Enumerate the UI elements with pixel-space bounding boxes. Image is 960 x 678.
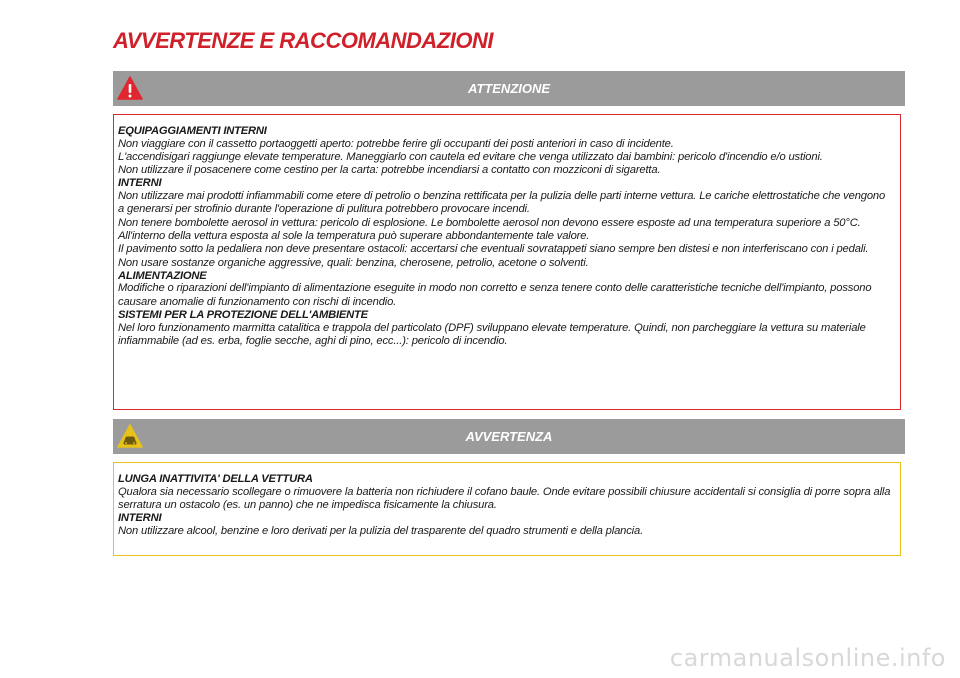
paragraph: Il pavimento sotto la pedaliera non deve presentare ostacoli: accertarsi che eventuali sovratappeti siano sempre ben distesi e non interferiscano con i pedali. <box>118 243 869 256</box>
warning-header <box>113 419 905 454</box>
car-warning-icon <box>117 423 143 449</box>
attention-body <box>113 114 901 410</box>
section-heading: LUNGA INATTIVITA' DELLA VETTURA <box>118 473 313 485</box>
page-title: AVVERTENZE E RACCOMANDAZIONI <box>113 28 493 53</box>
section-heading: ALIMENTAZIONE <box>118 269 207 282</box>
attention-header-label: ATTENZIONE <box>467 81 551 96</box>
paragraph: Modifiche o riparazioni dell'impianto di alimentazione eseguite in modo non corretto e senza tenere conto delle caratteristiche tecniche dell'impianto, possono causare anomalie di funzionamento con rischi di incendio. <box>118 282 872 308</box>
paragraph: Non viaggiare con il cassetto portaoggetti aperto: potrebbe ferire gli occupanti dei posti anteriori in caso di incidente. <box>118 137 674 150</box>
warning-triangle-icon <box>117 75 143 101</box>
section-heading: SISTEMI PER LA PROTEZIONE DELL'AMBIENTE <box>118 309 368 322</box>
attention-header <box>113 71 905 106</box>
warning-header-label: AVVERTENZA <box>465 429 553 444</box>
paragraph: Non utilizzare mai prodotti infiammabili come etere di petrolio o benzina rettificata per la pulizia delle parti interne vettura. Le cariche elettrostatiche che vengono a generarsi per strofinio durante l'operazione di pulitura potrebbero provocare incendi. <box>118 190 886 216</box>
section-heading: INTERNI <box>118 512 162 525</box>
paragraph: Non usare sostanze organiche aggressive, quali: benzina, cherosene, petrolio, acetone o solventi. <box>118 256 589 269</box>
paragraph: Qualora sia necessario scollegare o rimuovere la batteria non richiudere il cofano baule. Onde evitare possibili chiusure accidentali si consiglia di porre sopra alla serratura un ostacolo (es. un panno) che ne impedisca fisicamente la chiusura. <box>118 485 891 511</box>
paragraph: Nel loro funzionamento marmitta catalitica e trappola del particolato (DPF) sviluppano elevate temperature. Quindi, non parcheggiare la vettura su materiale infiammabile (ad es. erba, foglie secche, aghi di pino, ecc...): pericolo di incendio. <box>118 321 866 347</box>
section-heading: EQUIPAGGIAMENTI INTERNI <box>118 125 267 137</box>
paragraph: L'accendisigari raggiunge elevate temperature. Maneggiarlo con cautela ed evitare che venga utilizzato dai bambini: pericolo d'incendio e/o ustioni. <box>118 150 823 163</box>
warning-body <box>113 462 901 556</box>
paragraph: Non utilizzare alcool, benzine e loro derivati per la pulizia del trasparente del quadro strumenti e della plancia. <box>118 524 644 537</box>
watermark: carmanualsonline.info <box>669 644 946 672</box>
section-heading: INTERNI <box>118 177 162 190</box>
paragraph: Non tenere bombolette aerosol in vettura: pericolo di esplosione. Le bombolette aerosol non devono essere esposte ad una temperatura superiore a 50°C. All'interno della vettura esposta al sole la temperatura può superare abbondantemente tale valore. <box>118 216 861 242</box>
paragraph: Non utilizzare il posacenere come cestino per la carta: potrebbe incendiarsi a contatto con mozziconi di sigaretta. <box>118 164 661 177</box>
